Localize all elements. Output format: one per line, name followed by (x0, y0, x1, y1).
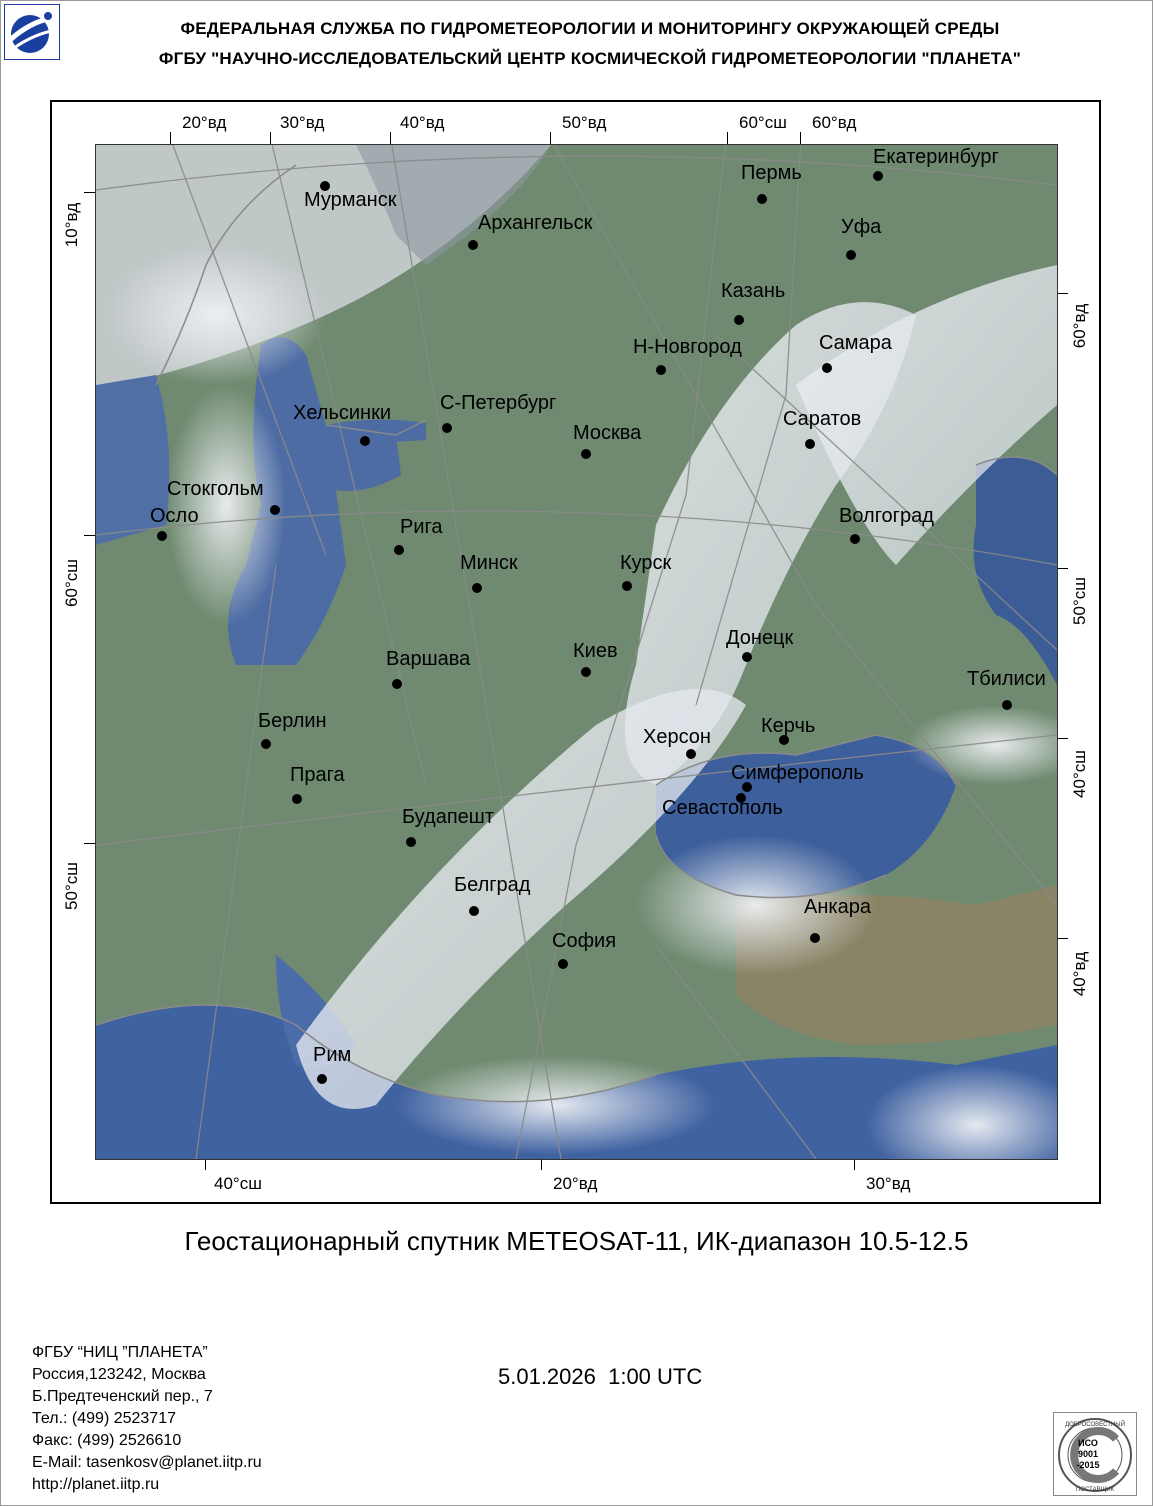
city-dot (822, 363, 832, 373)
city-label-volgograd: Волгоград (839, 505, 934, 527)
grat-bottom-20e: 20°вд (553, 1174, 598, 1193)
city-dot (622, 581, 632, 591)
city-dot (810, 933, 820, 943)
contact-org: ФГБУ “НИЦ ”ПЛАНЕТА” (32, 1344, 208, 1361)
city-label-st-petersburg: С-Петербург (440, 392, 557, 414)
city-dot (742, 652, 752, 662)
planeta-logo (4, 4, 60, 60)
city-label-murmansk: Мурманск (304, 189, 397, 211)
grat-left-60n: 60°сш (62, 559, 81, 607)
city-dot (805, 439, 815, 449)
city-label-kherson: Херсон (643, 726, 711, 748)
city-dot (317, 1074, 327, 1084)
city-dot (686, 749, 696, 759)
city-dot (581, 667, 591, 677)
city-label-prague: Прага (290, 764, 345, 786)
city-dot (850, 534, 860, 544)
grat-top-20e: 20°вд (182, 113, 227, 132)
city-label-warsaw: Варшава (386, 648, 471, 670)
grat-right-50n: 50°сш (1070, 577, 1089, 625)
grat-right-60e: 60°вд (1070, 303, 1089, 349)
iso-badge-bottom-text: ПОСТАВЩИК (1075, 1487, 1115, 1493)
city-dot (157, 531, 167, 541)
observation-datetime: 5.01.2026 1:00 UTC (498, 1364, 703, 1389)
city-dot (1002, 700, 1012, 710)
grat-right-40e: 40°вд (1070, 951, 1089, 997)
city-dot (469, 906, 479, 916)
city-label-perm: Пермь (741, 162, 802, 184)
tick-right-1 (1058, 293, 1068, 294)
grat-top-40e: 40°вд (400, 113, 445, 132)
city-dot (581, 449, 591, 459)
city-dot (406, 837, 416, 847)
city-dot (656, 365, 666, 375)
tick-top-2 (270, 132, 271, 144)
city-label-stockholm: Стокгольм (167, 478, 264, 500)
city-label-n-novgorod: Н-Новгород (633, 336, 742, 358)
city-label-minsk: Минск (460, 552, 518, 574)
city-label-tbilisi: Тбилиси (967, 668, 1046, 690)
tick-top-6 (800, 132, 801, 144)
grat-left-10e: 10°вд (62, 202, 81, 248)
contact-phone: Тел.: (499) 2523717 (32, 1410, 176, 1427)
grat-top-60e: 60°вд (812, 113, 857, 132)
city-label-ankara: Анкара (804, 896, 871, 918)
city-dot (873, 171, 883, 181)
tick-top-5 (727, 132, 728, 144)
map-caption: Геостационарный спутник METEOSAT-11, ИК-диапазон 10.5-12.5 (184, 1226, 969, 1256)
city-label-kursk: Курск (620, 552, 672, 574)
city-dot (270, 505, 280, 515)
city-label-sofia: София (552, 930, 617, 952)
contact-fax: Факс: (499) 2526610 (32, 1432, 182, 1449)
city-label-rome: Рим (313, 1044, 352, 1066)
city-label-saratov: Саратов (783, 408, 862, 430)
tick-right-3 (1058, 738, 1068, 739)
header-agency: ФЕДЕРАЛЬНАЯ СЛУЖБА ПО ГИДРОМЕТЕОРОЛОГИИ И МОНИТОРИНГУ ОКРУЖАЮЩЕЙ СРЕДЫ (180, 19, 1000, 38)
contact-address: Б.Предтеченский пер., 7 (32, 1388, 213, 1405)
city-label-samara: Самара (819, 332, 892, 354)
city-label-arkhangelsk: Архангельск (478, 212, 593, 234)
iso-badge-top-text: ДОБРОСОВЕСТНЫЙ (1065, 1422, 1125, 1428)
tick-top-1 (170, 132, 171, 144)
tick-bottom-2 (541, 1160, 542, 1170)
contact-email: E-Mail: tasenkosv@planet.iitp.ru (32, 1454, 262, 1471)
tick-right-4 (1058, 938, 1068, 939)
contact-city: Россия,123242, Москва (32, 1366, 206, 1383)
city-dot (442, 423, 452, 433)
city-dot (846, 250, 856, 260)
city-label-berlin: Берлин (258, 710, 327, 732)
grat-top-60n: 60°сш (739, 113, 787, 132)
city-label-moscow: Москва (573, 422, 642, 444)
contact-website: http://planet.iitp.ru (32, 1476, 160, 1493)
city-label-sevastopol: Севастополь (662, 797, 783, 819)
tick-left-2 (84, 535, 95, 536)
city-dot (468, 240, 478, 250)
iso-9001-badge (1053, 1412, 1137, 1496)
city-dot (734, 315, 744, 325)
city-label-riga: Рига (400, 516, 443, 538)
city-label-yekaterinburg: Екатеринбург (873, 146, 999, 168)
city-label-donetsk: Донецк (726, 627, 794, 649)
grat-left-50n: 50°сш (62, 862, 81, 910)
city-label-ufa: Уфа (841, 216, 882, 238)
grat-bottom-40n: 40°сш (214, 1174, 262, 1193)
grat-top-30e: 30°вд (280, 113, 325, 132)
city-label-helsinki: Хельсинки (293, 402, 392, 424)
city-label-kazan: Казань (721, 280, 786, 302)
grat-top-50e: 50°вд (562, 113, 607, 132)
tick-right-2 (1058, 568, 1068, 569)
contact-block (32, 1342, 262, 1496)
iso-badge-line2: 9001 (1077, 1449, 1099, 1459)
tick-bottom-1 (205, 1160, 206, 1170)
city-dot (472, 583, 482, 593)
tick-left-1 (84, 192, 95, 193)
tick-bottom-3 (854, 1160, 855, 1170)
city-label-belgrade: Белград (454, 874, 531, 896)
city-dot (558, 959, 568, 969)
iso-badge-line3: -2015 (1076, 1460, 1100, 1470)
grat-bottom-30e: 30°вд (866, 1174, 911, 1193)
city-label-kerch: Керчь (761, 715, 816, 737)
city-label-simferopol: Симферополь (731, 762, 864, 784)
tick-top-3 (390, 132, 391, 144)
city-dot (757, 194, 767, 204)
tick-left-3 (84, 843, 95, 844)
city-dot (360, 436, 370, 446)
city-dot (392, 679, 402, 689)
city-dot (292, 794, 302, 804)
grat-right-40n: 40°сш (1070, 750, 1089, 798)
iso-badge-line1: ИСО (1078, 1438, 1098, 1448)
city-dot (394, 545, 404, 555)
tick-top-4 (550, 132, 551, 144)
city-label-oslo: Осло (150, 505, 199, 527)
city-dot (261, 739, 271, 749)
city-label-budapest: Будапешт (402, 806, 494, 828)
city-label-kyiv: Киев (573, 640, 618, 662)
header-center: ФГБУ "НАУЧНО-ИССЛЕДОВАТЕЛЬСКИЙ ЦЕНТР КОСМИЧЕСКОЙ ГИДРОМЕТЕОРОЛОГИИ "ПЛАНЕТА" (158, 49, 1022, 68)
